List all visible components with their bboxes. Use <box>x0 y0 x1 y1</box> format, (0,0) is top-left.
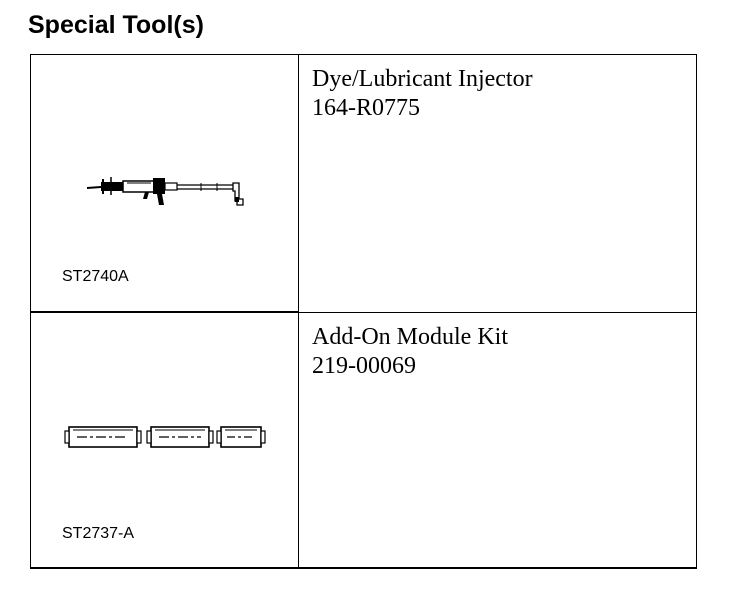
tool-name: Add-On Module Kit <box>312 323 508 350</box>
tool-row <box>31 55 697 313</box>
tool-code: ST2740A <box>62 268 129 285</box>
tool-row <box>31 312 697 568</box>
tool-part-number: 164-R0775 <box>312 95 420 121</box>
tool-code: ST2737-A <box>62 525 135 542</box>
tool-description-cell <box>299 55 697 313</box>
tool-name: Dye/Lubricant Injector <box>312 66 533 92</box>
tool-part-number: 219-00069 <box>312 352 416 379</box>
page-heading: Special Tool(s) <box>28 11 204 39</box>
tool-illustration-cell <box>31 55 299 313</box>
tool-description-cell <box>299 312 697 568</box>
tool-illustration-cell <box>31 312 299 568</box>
special-tools-table <box>30 54 697 569</box>
